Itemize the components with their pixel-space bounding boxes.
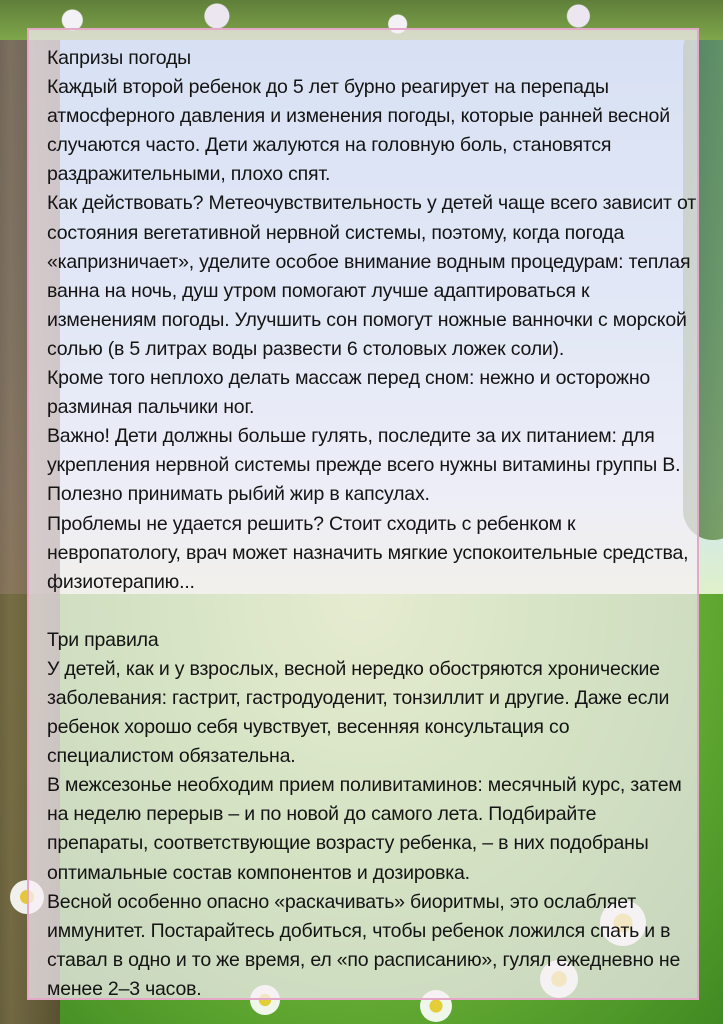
section-title-weather: Капризы погоды: [47, 47, 191, 69]
paragraph: Кроме того неплохо делать массаж перед сном: нежно и осторожно разминая пальчики ног.: [47, 367, 651, 419]
section-title-three-rules: Три правила: [47, 628, 159, 651]
paragraph: Важно! Дети должны больше гулять, последите за их питанием: для укрепления нервной системы прежде всего нужны витамины группы В.: [47, 425, 681, 477]
paragraph: В межсезонье необходим прием поливитаминов: месячный курс, затем на неделю перерыв – и по новой до самого лета. Подбирайте препараты, соответствующие возрасту ребенка, – в них подобраны оптимальные состав компонентов и дозировка.: [47, 774, 682, 884]
paragraph: Как действовать? Метеочувствительность у детей чаще всего зависит от состояния вегетативной нервной системы, поэтому, когда погода «капризничает», уделите особое внимание водным процедурам: теплая ванна на ночь, душ утром помогают лучше адаптироваться к изменениям погоды. Улучшить сон помогут ножные ванночки с морской солью (в 5 литрах воды развести 6 столовых ложек соли).: [47, 192, 696, 360]
paragraph: Каждый второй ребенок до 5 лет бурно реагирует на перепады атмосферного давления и изменения погоды, которые ранней весной случаются часто. Дети жалуются на головную боль, становятся раздражительными, плохо спят.: [47, 76, 670, 186]
article-body: [47, 44, 697, 1004]
paragraph: Весной особенно опасно «раскачивать» биоритмы, это ослабляет иммунитет. Постарайтесь добиться, чтобы ребенок ложился спать и в ставал в одно и то же время, ел «по расписанию», гулял ежедневно не менее 2–3 часов.: [47, 890, 681, 1000]
paragraph: Полезно принимать рыбий жир в капсулах.: [47, 483, 430, 506]
paragraph: У детей, как и у взрослых, весной нередко обостряются хронические заболевания: гастрит, гастродуоденит, тонзиллит и другие. Даже если ребенок хорошо себя чувствует, весенняя консультация со специалистом обязательна.: [47, 657, 670, 768]
paragraph: Проблемы не удается решить? Стоит сходить с ребенком к невропатологу, врач может назначить мягкие успокоительные средства, физиотерапию...: [47, 512, 689, 593]
section-spacer: [47, 597, 697, 626]
